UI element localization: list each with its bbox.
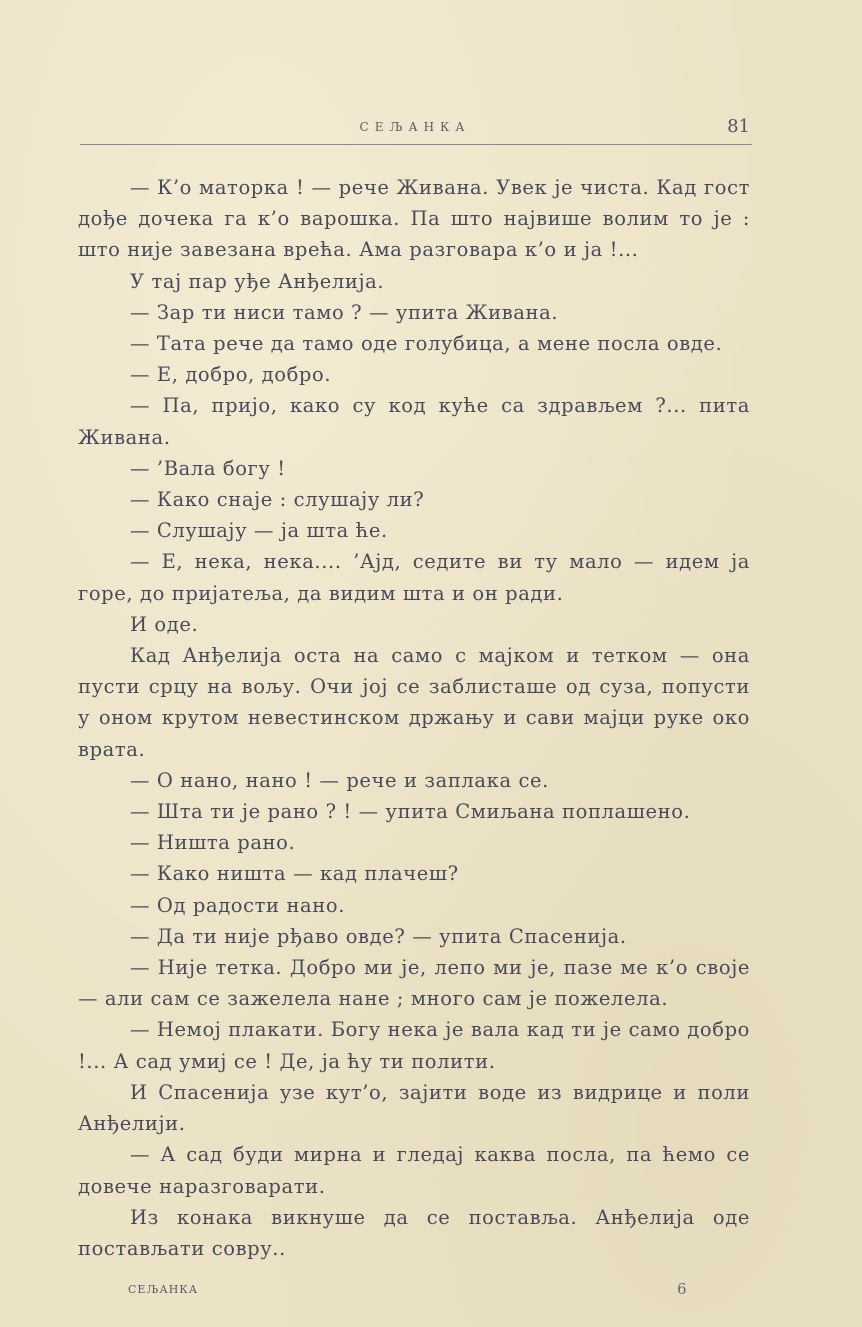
paragraph: — А сад буди мирна и гледај каква посла, па ћемо се довече наразговарати. <box>78 1143 750 1198</box>
paragraph: Из конака викнуше да се постављa. Анђелија оде постављати совру.. <box>78 1205 750 1260</box>
paragraph: — ’Вала богу ! <box>130 456 286 480</box>
paragraph: — Ништа рано. <box>130 831 296 855</box>
paragraph: — Како ништа — кад плачеш? <box>130 862 459 886</box>
paragraph: — Од радости нано. <box>130 893 346 917</box>
paragraph: — Слушају — ја шта ће. <box>130 519 388 543</box>
paragraph: И Спасенија узе кут’о, зајити воде из видрице и поли Анђелији. <box>78 1080 750 1136</box>
paragraph: — Е, нека, нека.... ’Ајд, седите ви ту мало — идем ја горе, до пријатеља, да видим шта и он ради. <box>78 550 750 605</box>
paragraph: — Тата рече да тамо оде голубица, а мене посла овде. <box>130 332 723 356</box>
running-title: СЕЉАНКА <box>359 120 471 134</box>
signature-number: 6 <box>677 1280 687 1298</box>
paragraph: — Шта ти је рано ? ! — упита Смиљана поплашено. <box>130 800 691 824</box>
paragraph: — Како снаје : слушају ли? <box>130 488 425 512</box>
paragraph: Кад Анђелија оста на само с мајком и тетком — она пусти срцу на вољу. Очи јој се заблисташе од суза, попусти у оном крутом невестинском држању и сави мајци руке око врата. <box>78 644 750 761</box>
paragraph: — Е, добро, добро. <box>130 363 332 387</box>
paragraph: И оде. <box>130 612 199 636</box>
paragraph: У тај пар уђе Анђелија. <box>130 269 385 293</box>
paragraph: — Немој плакати. Богу нека је вала кад ти је само добро !... А сад умиј се ! Де, ја ћу ти полити. <box>78 1018 750 1073</box>
page-number: 81 <box>727 116 750 137</box>
paragraph: — Зар ти ниси тамо ? — упита Живана. <box>130 300 559 324</box>
body-text <box>78 172 750 1264</box>
signature-mark: СЕЉАНКА <box>128 1283 199 1296</box>
running-head <box>80 116 750 142</box>
paragraph: — К’о маторка ! — рече Живана. Увек је чиста. Кад гост дође дочека га к’о варошка. Па што највише волим то је : што није завезана врећа. Ама разговара к’о и ја !... <box>78 176 750 262</box>
paragraph: — Па, пријо, како су код куће са здрављем ?... пита Живана. <box>78 394 750 449</box>
header-rule <box>80 144 752 145</box>
paragraph: — Да ти није рђаво овде? — упита Спасенија. <box>130 924 627 948</box>
paragraph: — О нано, нано ! — рече и заплака се. <box>130 768 549 792</box>
paragraph: — Није тетка. Добро ми је, лепо ми је, пазе ме к’о своје — али сам се зажелела нане ; много сам је пожелела. <box>78 956 750 1011</box>
